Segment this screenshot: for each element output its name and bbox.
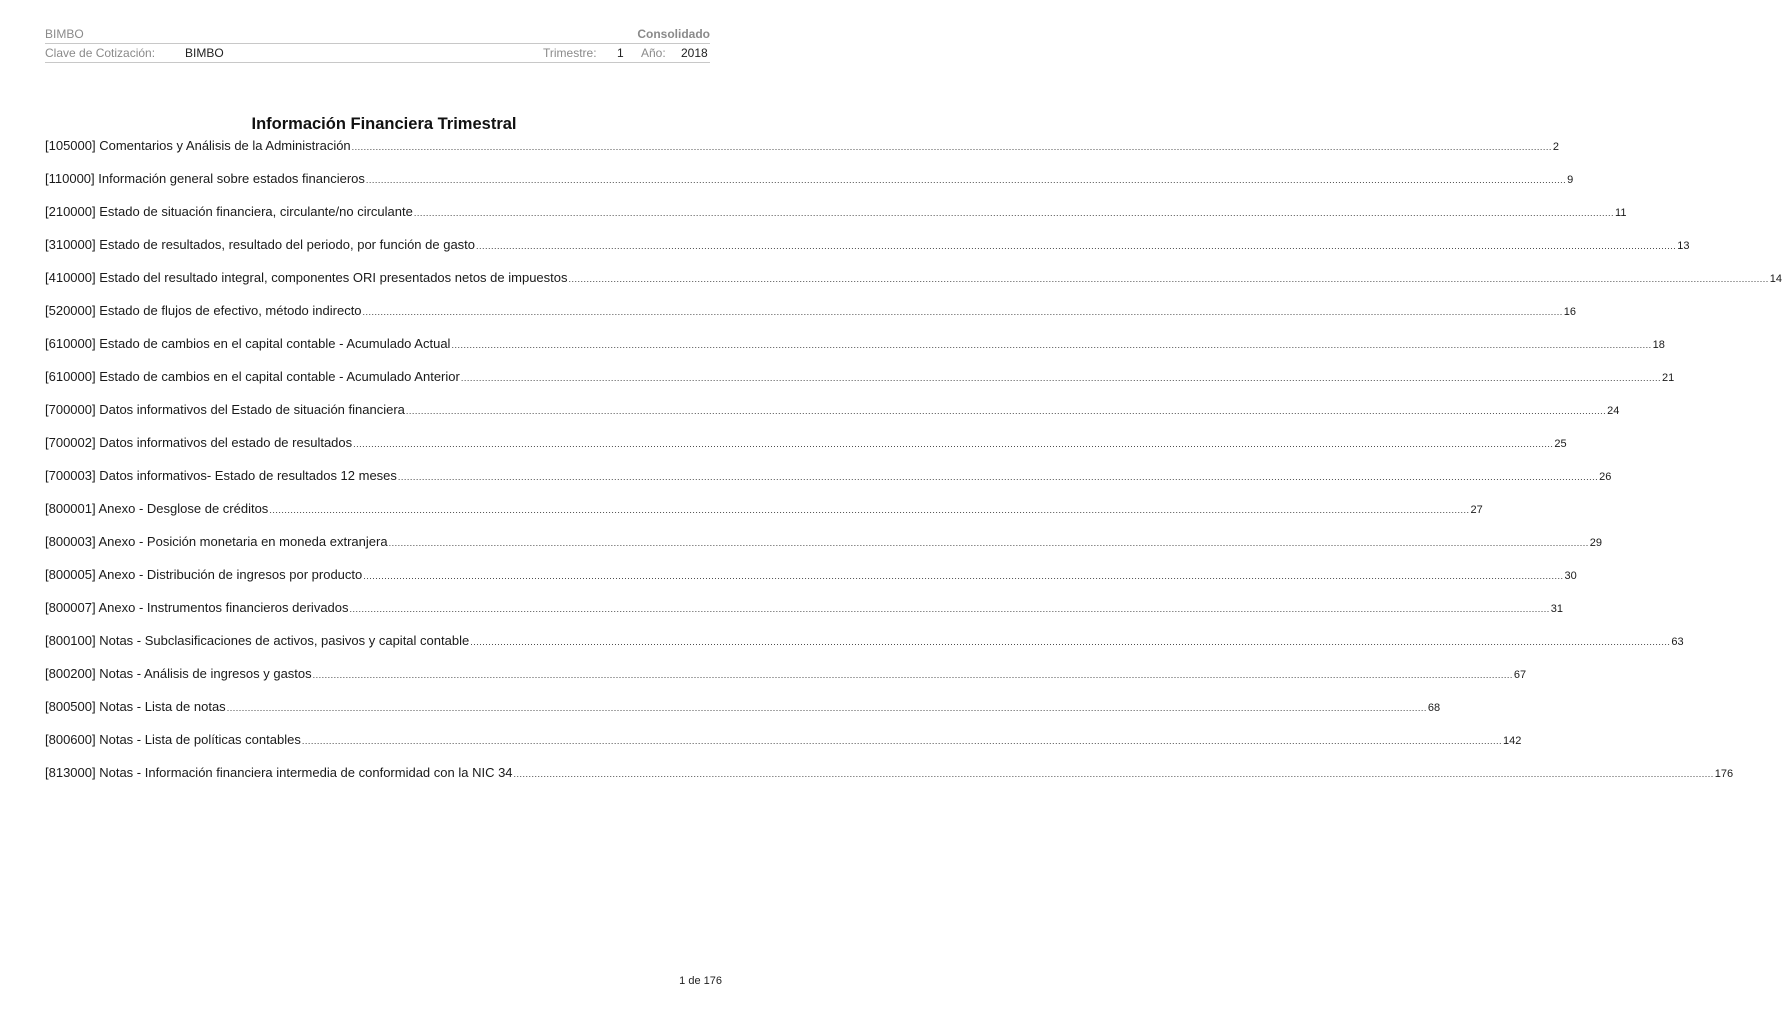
toc-entry-label: [520000] Estado de flujos de efectivo, método indirecto	[45, 303, 362, 318]
toc-entry-page: 68	[1427, 702, 1441, 714]
toc-entry-page: 18	[1652, 339, 1665, 351]
clave-value: BIMBO	[185, 46, 224, 60]
toc-entry[interactable]	[45, 270, 1782, 303]
toc-entry-label: [800200] Notas - Análisis de ingresos y gastos	[45, 666, 312, 681]
toc-entry[interactable]	[45, 369, 1675, 402]
toc-entry-label: [310000] Estado de resultados, resultado del periodo, por función de gasto	[45, 237, 476, 252]
toc-entry[interactable]	[45, 402, 1620, 435]
toc-entry-page: 24	[1607, 405, 1620, 417]
toc-entry[interactable]	[45, 237, 1690, 270]
toc-entry[interactable]	[45, 204, 1627, 237]
toc-leader-dots: ................................................................................................................................................................................................................................................................................................................................................................................................................	[388, 538, 1589, 548]
toc-entry-page: 176	[1714, 768, 1734, 780]
clave-label: Clave de Cotización:	[45, 46, 156, 60]
toc-entry-label: [800001] Anexo - Desglose de créditos	[45, 501, 269, 516]
toc-entry-label: [700002] Datos informativos del estado de resultados	[45, 435, 353, 450]
table-of-contents	[45, 138, 1782, 798]
toc-entry-page: 25	[1554, 438, 1567, 450]
toc-entry-page: 16	[1563, 306, 1576, 318]
toc-entry[interactable]	[45, 303, 1576, 336]
company-name: BIMBO	[45, 27, 84, 41]
toc-leader-dots: ................................................................................................................................................................................................................................................................................................................................................................................................................	[513, 769, 1714, 779]
toc-leader-dots: ................................................................................................................................................................................................................................................................................................................................................................................................................	[351, 142, 1552, 152]
toc-entry-page: 2	[1552, 141, 1559, 153]
report-mode: Consolidado	[637, 27, 710, 41]
toc-entry[interactable]	[45, 138, 1559, 171]
toc-entry-label: [800500] Notas - Lista de notas	[45, 699, 226, 714]
toc-entry-page: 63	[1671, 636, 1684, 648]
toc-entry-label: [800005] Anexo - Distribución de ingresos por producto	[45, 567, 363, 582]
toc-entry[interactable]	[45, 600, 1563, 633]
toc-entry-label: [610000] Estado de cambios en el capital contable - Acumulado Anterior	[45, 369, 460, 384]
toc-entry-label: [410000] Estado del resultado integral, componentes ORI presentados netos de impuestos	[45, 270, 568, 285]
toc-entry-label: [800007] Anexo - Instrumentos financieros derivados	[45, 600, 349, 615]
toc-entry[interactable]	[45, 468, 1612, 501]
toc-leader-dots: ................................................................................................................................................................................................................................................................................................................................................................................................................	[349, 604, 1550, 614]
toc-leader-dots: ................................................................................................................................................................................................................................................................................................................................................................................................................	[301, 736, 1503, 746]
toc-entry-label: [800003] Anexo - Posición monetaria en moneda extranjera	[45, 534, 388, 549]
toc-entry[interactable]	[45, 336, 1665, 369]
toc-entry-page: 9	[1567, 174, 1574, 186]
toc-entry[interactable]	[45, 732, 1522, 765]
header-row-2	[45, 45, 710, 63]
header-row-1	[45, 26, 710, 44]
toc-leader-dots: ................................................................................................................................................................................................................................................................................................................................................................................................................	[353, 439, 1554, 449]
toc-entry-page: 67	[1513, 669, 1527, 681]
toc-entry-label: [105000] Comentarios y Análisis de la Administración	[45, 138, 351, 153]
toc-entry-label: [610000] Estado de cambios en el capital contable - Acumulado Actual	[45, 336, 451, 351]
toc-entry-page: 21	[1662, 372, 1675, 384]
toc-entry-page: 14	[1769, 273, 1782, 285]
toc-entry[interactable]	[45, 501, 1483, 534]
toc-leader-dots: ................................................................................................................................................................................................................................................................................................................................................................................................................	[405, 406, 1607, 416]
toc-leader-dots: ................................................................................................................................................................................................................................................................................................................................................................................................................	[363, 571, 1564, 581]
toc-entry-label: [700000] Datos informativos del Estado de situación financiera	[45, 402, 405, 417]
trimestre-value: 1	[617, 46, 624, 60]
toc-leader-dots: ................................................................................................................................................................................................................................................................................................................................................................................................................	[226, 703, 1427, 713]
toc-entry-label: [813000] Notas - Información financiera intermedia de conformidad con la NIC 34	[45, 765, 513, 780]
toc-leader-dots: ................................................................................................................................................................................................................................................................................................................................................................................................................	[365, 175, 1567, 185]
toc-leader-dots: ................................................................................................................................................................................................................................................................................................................................................................................................................	[476, 241, 1677, 251]
page-title: Información Financiera Trimestral	[251, 115, 517, 133]
toc-entry-page: 26	[1599, 471, 1612, 483]
toc-entry-page: 13	[1677, 240, 1690, 252]
toc-entry[interactable]	[45, 699, 1441, 732]
page-indicator: 1 de 176	[679, 975, 722, 987]
toc-entry[interactable]	[45, 171, 1574, 204]
toc-entry[interactable]	[45, 567, 1577, 600]
anio-label: Año:	[641, 46, 666, 60]
toc-entry-page: 11	[1615, 207, 1627, 219]
toc-leader-dots: ................................................................................................................................................................................................................................................................................................................................................................................................................	[460, 373, 1662, 383]
toc-leader-dots: ................................................................................................................................................................................................................................................................................................................................................................................................................	[451, 340, 1652, 350]
trimestre-label: Trimestre:	[543, 46, 597, 60]
toc-leader-dots: ................................................................................................................................................................................................................................................................................................................................................................................................................	[413, 208, 1615, 218]
toc-leader-dots: ................................................................................................................................................................................................................................................................................................................................................................................................................	[470, 637, 1671, 647]
toc-entry-page: 31	[1550, 603, 1563, 615]
toc-entry-page: 27	[1470, 504, 1483, 516]
toc-entry[interactable]	[45, 534, 1603, 567]
toc-entry[interactable]	[45, 765, 1734, 798]
toc-entry[interactable]	[45, 666, 1527, 699]
toc-leader-dots: ................................................................................................................................................................................................................................................................................................................................................................................................................	[269, 505, 1470, 515]
toc-entry-label: [800600] Notas - Lista de políticas contables	[45, 732, 301, 747]
toc-entry-label: [210000] Estado de situación financiera, circulante/no circulante	[45, 204, 413, 219]
toc-entry-page: 30	[1564, 570, 1577, 582]
toc-entry[interactable]	[45, 633, 1684, 666]
toc-entry[interactable]	[45, 435, 1567, 468]
toc-entry-page: 142	[1503, 735, 1522, 747]
toc-entry-label: [800100] Notas - Subclasificaciones de activos, pasivos y capital contable	[45, 633, 470, 648]
toc-leader-dots: ................................................................................................................................................................................................................................................................................................................................................................................................................	[397, 472, 1599, 482]
anio-value: 2018	[681, 46, 708, 60]
toc-entry-page: 29	[1589, 537, 1603, 549]
toc-entry-label: [110000] Información general sobre estados financieros	[45, 171, 365, 186]
toc-leader-dots: ................................................................................................................................................................................................................................................................................................................................................................................................................	[568, 274, 1769, 284]
toc-leader-dots: ................................................................................................................................................................................................................................................................................................................................................................................................................	[362, 307, 1563, 317]
toc-entry-label: [700003] Datos informativos- Estado de resultados 12 meses	[45, 468, 397, 483]
toc-leader-dots: ................................................................................................................................................................................................................................................................................................................................................................................................................	[312, 670, 1513, 680]
